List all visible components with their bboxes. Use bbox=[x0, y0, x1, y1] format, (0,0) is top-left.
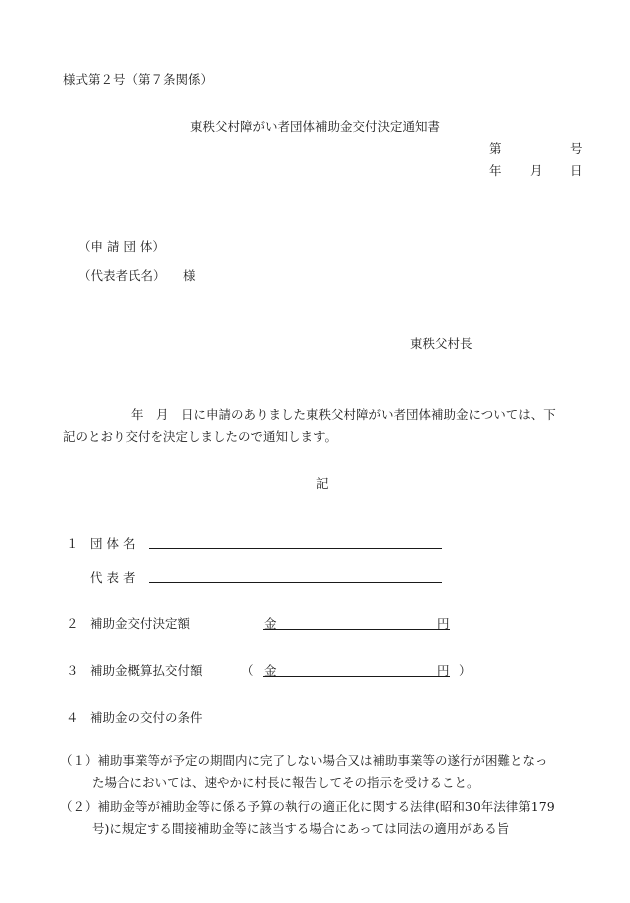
item-number-3: ３ bbox=[66, 663, 79, 678]
condition-item-2 bbox=[60, 796, 585, 840]
rep-label: 代 表 者 bbox=[90, 570, 136, 585]
condition-2-line-1: 補助金等が補助金等に係る予算の執行の適正化に関する法律(昭和30年法律第179 bbox=[97, 799, 555, 814]
body-line-1: 年 月 日に申請のありました東秩父村障がい者団体補助金については、下 bbox=[131, 407, 556, 422]
advance-amount-underline bbox=[263, 676, 450, 677]
doc-number-go: 号 bbox=[570, 141, 583, 156]
condition-2-number: （２） bbox=[60, 799, 98, 814]
advance-amount-label: 補助金概算払交付額 bbox=[90, 663, 203, 678]
doc-number-dai: 第 bbox=[489, 141, 502, 156]
date-year: 年 bbox=[489, 163, 502, 178]
decision-amount-label: 補助金交付決定額 bbox=[90, 616, 191, 631]
recipient-honorific: 様 bbox=[183, 268, 196, 283]
condition-2-line-2: 号)に規定する間接補助金等に該当する場合にあっては同法の適用がある旨 bbox=[92, 821, 510, 836]
body-line-2: 記のとおり交付を決定しましたので通知します。 bbox=[63, 429, 338, 444]
item-number-2: ２ bbox=[66, 616, 79, 631]
document-title: 東秩父村障がい者団体補助金交付決定通知書 bbox=[190, 119, 441, 134]
decision-kin: 金 bbox=[264, 616, 277, 631]
org-name-underline bbox=[149, 548, 442, 549]
advance-yen: 円 bbox=[437, 663, 450, 678]
ki-heading: 記 bbox=[316, 476, 329, 491]
advance-paren-close: ） bbox=[459, 663, 472, 678]
decision-yen: 円 bbox=[437, 616, 450, 631]
date-day: 日 bbox=[570, 163, 583, 178]
condition-1-line-1: 補助事業等が予定の期間内に完了しない場合又は補助事業等の遂行が困難となっ bbox=[97, 753, 548, 768]
rep-underline bbox=[149, 582, 442, 583]
advance-paren-open: （ bbox=[241, 663, 254, 678]
recipient-org: （申 請 団 体） bbox=[78, 239, 165, 254]
conditions-label: 補助金の交付の条件 bbox=[90, 710, 203, 725]
decision-amount-underline bbox=[263, 629, 450, 630]
item-number-4: ４ bbox=[66, 710, 79, 725]
body-paragraph bbox=[63, 404, 583, 448]
condition-item-1 bbox=[60, 750, 585, 794]
condition-1-line-2: た場合においては、速やかに村長に報告してその指示を受けること。 bbox=[92, 775, 480, 790]
org-name-label: 団 体 名 bbox=[90, 536, 136, 551]
advance-kin: 金 bbox=[264, 663, 277, 678]
date-month: 月 bbox=[530, 163, 543, 178]
form-label: 様式第２号（第７条関係） bbox=[63, 72, 214, 87]
issuer: 東秩父村長 bbox=[410, 336, 473, 351]
condition-1-number: （１） bbox=[60, 753, 98, 768]
recipient-rep: （代表者氏名） bbox=[78, 268, 166, 283]
item-number-1: １ bbox=[66, 536, 79, 551]
